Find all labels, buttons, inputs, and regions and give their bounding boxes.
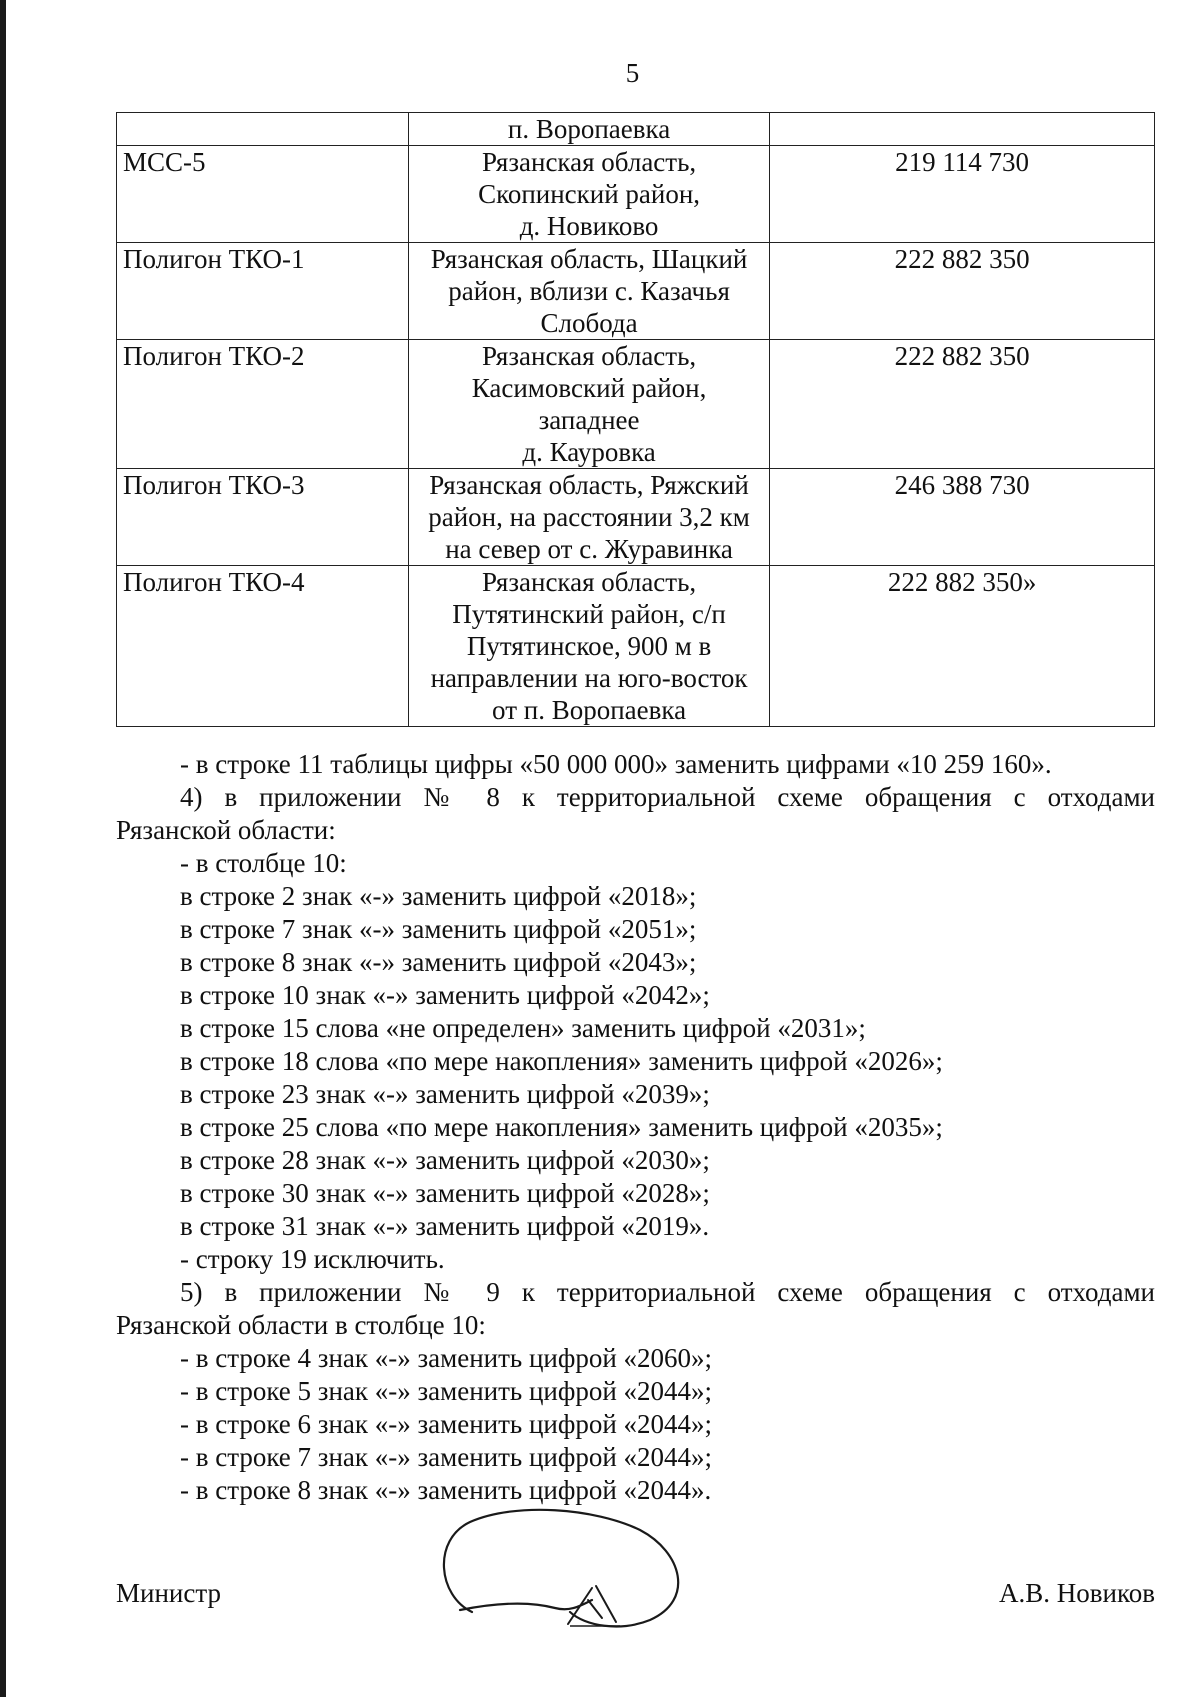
facilities-table bbox=[116, 112, 1155, 727]
table-row bbox=[117, 243, 1155, 340]
facility-value-cell: 222 882 350 bbox=[770, 340, 1155, 469]
list-item: в строке 10 знак «-» заменить цифрой «2042»; bbox=[180, 980, 710, 1010]
facility-name-cell: Полигон ТКО-4 bbox=[117, 566, 409, 727]
signatory-title: Министр bbox=[116, 1578, 221, 1608]
item-4-column: - в столбце 10: bbox=[180, 848, 347, 878]
item-5-heading: 5) в приложении № 9 к территориальной схеме обращения с отходами bbox=[180, 1277, 1155, 1307]
list-item: в строке 25 слова «по мере накопления» заменить цифрой «2035»; bbox=[180, 1112, 943, 1142]
facility-name-cell: МСС-5 bbox=[117, 146, 409, 243]
item-5-heading-cont: Рязанской области в столбце 10: bbox=[116, 1310, 486, 1340]
facility-name-cell: Полигон ТКО-3 bbox=[117, 469, 409, 566]
table-row bbox=[117, 566, 1155, 727]
facility-location-cell: Рязанская область, Скопинский район, д. Новиково bbox=[409, 146, 770, 243]
list-item: в строке 18 слова «по мере накопления» заменить цифрой «2026»; bbox=[180, 1046, 943, 1076]
list-item: в строке 23 знак «-» заменить цифрой «2039»; bbox=[180, 1079, 710, 1109]
item-4-heading-cont: Рязанской области: bbox=[116, 815, 336, 845]
table-row bbox=[117, 469, 1155, 566]
scan-left-edge bbox=[0, 0, 6, 1697]
facility-name-cell bbox=[117, 113, 409, 146]
list-item: в строке 15 слова «не определен» заменить цифрой «2031»; bbox=[180, 1013, 866, 1043]
item-4-exclude: - строку 19 исключить. bbox=[180, 1244, 445, 1274]
table-row bbox=[117, 340, 1155, 469]
list-item: - в строке 8 знак «-» заменить цифрой «2044». bbox=[180, 1475, 712, 1505]
facility-location-cell: п. Воропаевка bbox=[409, 113, 770, 146]
facility-value-cell: 219 114 730 bbox=[770, 146, 1155, 243]
list-item: в строке 30 знак «-» заменить цифрой «2028»; bbox=[180, 1178, 710, 1208]
facility-value-cell: 246 388 730 bbox=[770, 469, 1155, 566]
list-item: - в строке 4 знак «-» заменить цифрой «2060»; bbox=[180, 1343, 713, 1373]
list-item: - в строке 5 знак «-» заменить цифрой «2044»; bbox=[180, 1376, 713, 1406]
list-item: в строке 28 знак «-» заменить цифрой «2030»; bbox=[180, 1145, 710, 1175]
list-item: в строке 7 знак «-» заменить цифрой «2051»; bbox=[180, 914, 697, 944]
page-number: 5 bbox=[625, 58, 640, 88]
table-row bbox=[117, 113, 1155, 146]
facility-location-cell: Рязанская область, Шацкий район, вблизи с. Казачья Слобода bbox=[409, 243, 770, 340]
facility-location-cell: Рязанская область, Путятинский район, с/п Путятинское, 900 м в направлении на юго-восток от п. Воропаевка bbox=[409, 566, 770, 727]
facility-value-cell: 222 882 350 bbox=[770, 243, 1155, 340]
facility-value-cell: 222 882 350» bbox=[770, 566, 1155, 727]
facility-name-cell: Полигон ТКО-2 bbox=[117, 340, 409, 469]
signatory-name: А.В. Новиков bbox=[999, 1578, 1155, 1608]
handwritten-signature bbox=[420, 1500, 720, 1630]
item-4-heading: 4) в приложении № 8 к территориальной схеме обращения с отходами bbox=[180, 782, 1155, 812]
facility-location-cell: Рязанская область, Ряжский район, на расстоянии 3,2 км на север от с. Журавинка bbox=[409, 469, 770, 566]
list-item: в строке 31 знак «-» заменить цифрой «2019». bbox=[180, 1211, 710, 1241]
amendments-text bbox=[116, 748, 1155, 1507]
table-row11-change: - в строке 11 таблицы цифры «50 000 000» заменить цифрами «10 259 160». bbox=[180, 749, 1052, 779]
list-item: в строке 8 знак «-» заменить цифрой «2043»; bbox=[180, 947, 697, 977]
list-item: - в строке 7 знак «-» заменить цифрой «2044»; bbox=[180, 1442, 713, 1472]
table-row bbox=[117, 146, 1155, 243]
facility-location-cell: Рязанская область, Касимовский район, западнее д. Кауровка bbox=[409, 340, 770, 469]
list-item: - в строке 6 знак «-» заменить цифрой «2044»; bbox=[180, 1409, 713, 1439]
facility-name-cell: Полигон ТКО-1 bbox=[117, 243, 409, 340]
list-item: в строке 2 знак «-» заменить цифрой «2018»; bbox=[180, 881, 697, 911]
facility-value-cell bbox=[770, 113, 1155, 146]
